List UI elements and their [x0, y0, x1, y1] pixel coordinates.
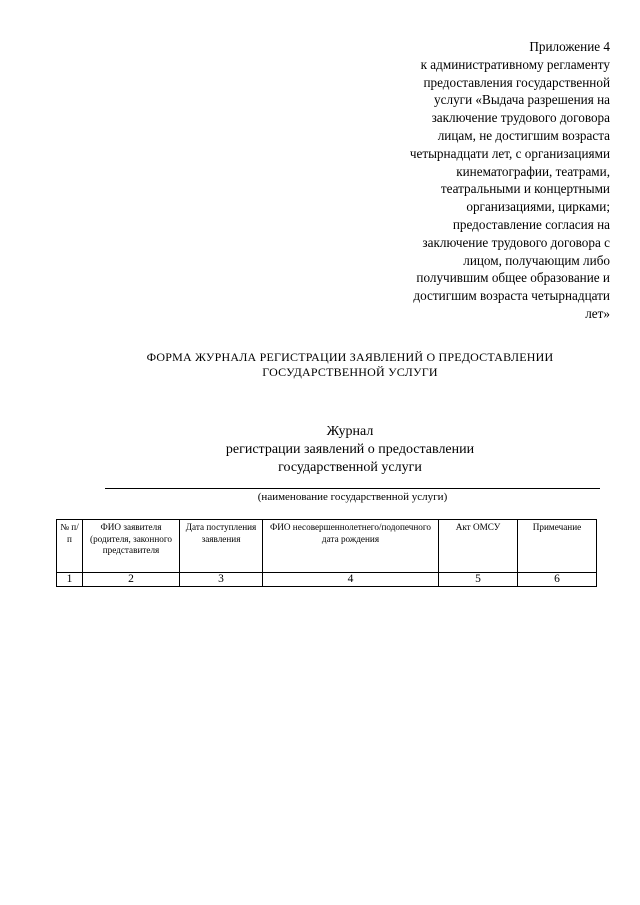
- appendix-line: предоставление согласия на: [452, 216, 610, 232]
- appendix-line: четырнадцати лет, с организациями: [409, 145, 610, 161]
- column-number-cell: 4: [263, 573, 439, 587]
- appendix-line: услуги «Выдача разрешения на: [434, 92, 610, 108]
- appendix-line: лицам, не достигшим возраста: [437, 127, 610, 143]
- header-application-date: Дата поступления заявления: [180, 520, 263, 573]
- appendix-line: заключение трудового договора с: [422, 234, 610, 250]
- appendix-line: организациями, цирками;: [466, 199, 610, 215]
- column-number-cell: 2: [83, 573, 180, 587]
- journal-title-line: Журнал: [326, 424, 374, 439]
- column-number-cell: 6: [518, 573, 597, 587]
- appendix-line: заключение трудового договора: [431, 110, 610, 126]
- service-name-caption: (наименование государственной услуги): [257, 491, 448, 503]
- table-row: [57, 573, 597, 587]
- column-number-cell: 3: [180, 573, 263, 587]
- appendix-line: достигшим возраста четырнадцати: [413, 288, 610, 304]
- header-number: № п/п: [57, 520, 83, 573]
- journal-title-line: регистрации заявлений о предоставлении: [225, 442, 475, 457]
- appendix-line: Приложение 4: [529, 39, 610, 54]
- service-name-line: [105, 488, 600, 489]
- appendix-block: [330, 38, 610, 323]
- header-minor-name: ФИО несовершеннолетнего/подопечного дата рождения: [263, 520, 439, 573]
- appendix-line: лицом, получающим либо: [463, 252, 610, 268]
- registration-table: [56, 519, 597, 587]
- appendix-line: получившим общее образование и: [416, 270, 610, 286]
- header-omsu-act: Акт ОМСУ: [439, 520, 518, 573]
- column-number-cell: 5: [439, 573, 518, 587]
- header-note: Примечание: [518, 520, 597, 573]
- form-title: [40, 350, 640, 380]
- appendix-line: лет»: [585, 305, 610, 321]
- column-number-cell: 1: [57, 573, 83, 587]
- appendix-line: к административному регламенту: [420, 56, 610, 72]
- appendix-line: театральными и концертными: [440, 181, 610, 197]
- table-header-row: [57, 520, 597, 573]
- appendix-line: предоставления государственной: [423, 74, 610, 90]
- form-title-line: ГОСУДАРСТВЕННОЙ УСЛУГИ: [262, 365, 438, 379]
- header-applicant-name: ФИО заявителя (родителя, законного представителя: [83, 520, 180, 573]
- appendix-line: кинематографии, театрами,: [456, 163, 610, 179]
- form-title-line: ФОРМА ЖУРНАЛА РЕГИСТРАЦИИ ЗАЯВЛЕНИЙ О ПРЕДОСТАВЛЕНИИ: [146, 350, 554, 364]
- journal-title: [40, 423, 640, 477]
- journal-title-line: государственной услуги: [278, 460, 422, 475]
